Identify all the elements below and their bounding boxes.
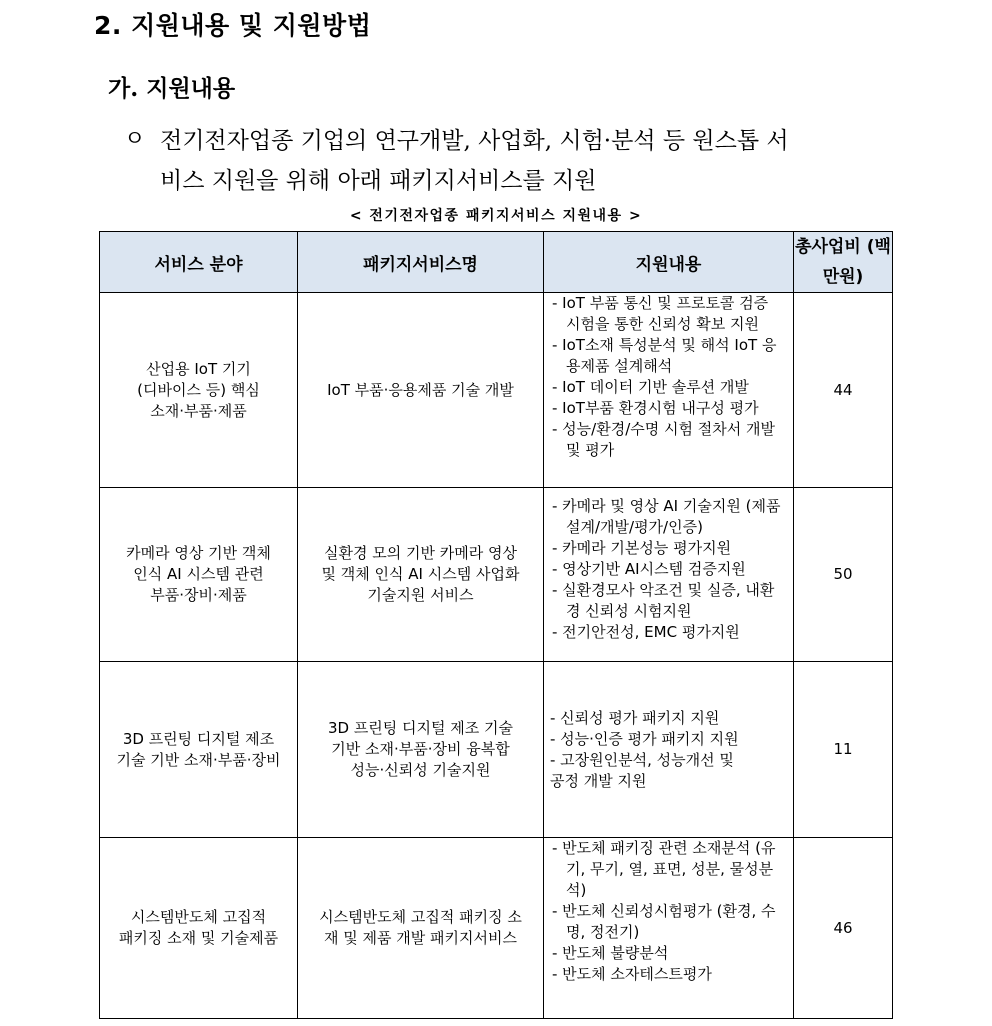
section-heading: 2. 지원내용 및 지원방법 xyxy=(94,11,372,40)
service-line: 실환경 모의 기반 카메라 영상 xyxy=(324,544,517,562)
table-row xyxy=(100,293,893,488)
content-item: - 실환경모사 악조건 및 실증, 내환경 신뢰성 시험지원 xyxy=(552,581,775,620)
content-item: - 성능/환경/수명 시험 절차서 개발 및 평가 xyxy=(552,420,775,459)
content-item: - 반도체 신뢰성시험평가 (환경, 수명, 정전기) xyxy=(552,902,776,941)
service-line: 3D 프린팅 디지털 제조 기술 xyxy=(327,719,514,737)
field-cell xyxy=(100,838,298,1019)
content-item: - 신뢰성 평가 패키지 지원 xyxy=(550,708,720,727)
content-cell xyxy=(544,293,794,488)
budget-cell: 50 xyxy=(794,488,893,662)
field-cell xyxy=(100,662,298,838)
table-row xyxy=(100,662,893,838)
table-row xyxy=(100,488,893,662)
table-header-row xyxy=(100,232,893,293)
content-item: - 카메라 기본성능 평가지원 xyxy=(552,539,732,557)
content-item: - IoT 부품 통신 및 프로토콜 검증 시험을 통한 신뢰성 확보 지원 xyxy=(552,294,769,333)
content-cell xyxy=(544,662,794,838)
content-item: - 반도체 패키징 관련 소재분석 (유기, 무기, 열, 표면, 성분, 물성분석) xyxy=(552,839,776,899)
header-budget-line-2: (백만원) xyxy=(822,237,891,287)
field-line: 패키징 소재 및 기술제품 xyxy=(118,929,279,947)
content-item: - 고장원인분석, 성능개선 및 xyxy=(550,750,734,769)
header-field: 서비스 분야 xyxy=(100,232,298,293)
service-cell xyxy=(298,488,544,662)
content-item: 공정 개발 지원 xyxy=(550,771,647,790)
content-item: - 전기안전성, EMC 평가지원 xyxy=(552,623,740,641)
content-item: - 반도체 소자테스트평가 xyxy=(552,965,712,983)
service-line: 시스템반도체 고집적 패키징 소 xyxy=(319,908,522,926)
service-line: 재 및 제품 개발 패키지서비스 xyxy=(324,929,517,947)
content-item: - IoT 데이터 기반 솔루션 개발 xyxy=(552,378,749,396)
budget-cell: 46 xyxy=(794,838,893,1019)
bullet-icon: ㅇ xyxy=(124,127,146,152)
field-line: 인식 AI 시스템 관련 xyxy=(133,565,264,583)
content-cell xyxy=(544,488,794,662)
field-cell xyxy=(100,293,298,488)
header-content: 지원내용 xyxy=(544,232,794,293)
budget-cell: 44 xyxy=(794,293,893,488)
header-service: 패키지서비스명 xyxy=(298,232,544,293)
field-line: 시스템반도체 고집적 xyxy=(130,908,267,926)
content-item: - 성능·인증 평가 패키지 지원 xyxy=(550,729,739,748)
service-line: 성능·신뢰성 기술지원 xyxy=(350,761,491,779)
field-line: 카메라 영상 기반 객체 xyxy=(126,544,271,562)
field-line: 부품·장비·제품 xyxy=(150,586,247,604)
service-cell xyxy=(298,838,544,1019)
service-cell xyxy=(298,662,544,838)
service-line: 기술지원 서비스 xyxy=(367,586,474,604)
table-caption: < 전기전자업종 패키지서비스 지원내용 > xyxy=(349,208,643,224)
content-item: - IoT소재 특성분석 및 해석 IoT 응용제품 설계해석 xyxy=(552,336,777,375)
service-line: 및 객체 인식 AI 시스템 사업화 xyxy=(321,565,520,583)
table-row xyxy=(100,838,893,1019)
field-line: 3D 프린팅 디지털 제조 xyxy=(122,729,275,748)
support-table xyxy=(99,231,893,1019)
service-line: IoT 부품·응용제품 기술 개발 xyxy=(327,380,514,399)
header-budget-line-1: 총사업비 xyxy=(795,237,861,257)
content-cell xyxy=(544,838,794,1019)
service-line: 기반 소재·부품·장비 융복합 xyxy=(331,740,510,758)
field-line: 소재·부품·제품 xyxy=(150,401,247,420)
content-item: - 반도체 불량분석 xyxy=(552,944,669,962)
intro-line-2: 비스 지원을 위해 아래 패키지서비스를 지원 xyxy=(160,168,597,194)
field-line: 기술 기반 소재·부품·장비 xyxy=(116,750,281,769)
header-budget xyxy=(794,232,893,293)
content-item: - 카메라 및 영상 AI 기술지원 (제품설계/개발/평가/인증) xyxy=(552,497,781,536)
intro-line-1: 전기전자업종 기업의 연구개발, 사업화, 시험·분석 등 원스톱 서 xyxy=(160,128,789,154)
intro-paragraph xyxy=(160,121,894,201)
field-line: 산업용 IoT 기기 xyxy=(146,359,251,378)
content-item: - IoT부품 환경시험 내구성 평가 xyxy=(552,399,759,417)
subsection-heading: 가. 지원내용 xyxy=(108,75,236,102)
budget-cell: 11 xyxy=(794,662,893,838)
field-line: (디바이스 등) 핵심 xyxy=(137,380,260,399)
content-item: - 영상기반 AI시스템 검증지원 xyxy=(552,560,746,578)
service-cell xyxy=(298,293,544,488)
field-cell xyxy=(100,488,298,662)
